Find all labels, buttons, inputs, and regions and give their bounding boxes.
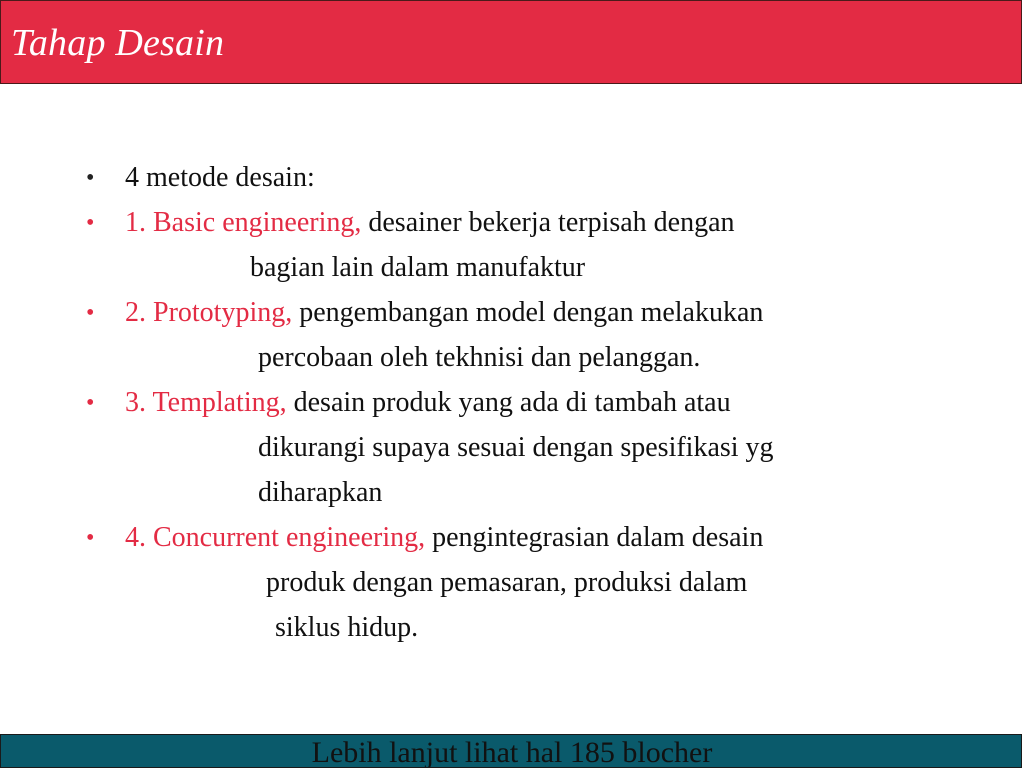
title-bar	[0, 0, 1022, 84]
method-item	[125, 387, 731, 419]
method-item	[125, 522, 763, 554]
bullet-icon: •	[86, 390, 95, 416]
method-description: pengintegrasian dalam desain	[432, 522, 764, 553]
method-description-continued: siklus hidup.	[275, 612, 419, 643]
method-description-continued: produk dengan pemasaran, produksi dalam	[266, 567, 748, 598]
footer-note: Lebih lanjut lihat hal 185 blocher	[311, 736, 713, 768]
method-item	[125, 297, 763, 329]
bullet-icon: •	[86, 300, 95, 326]
footer-bar	[0, 734, 1022, 768]
method-description: pengembangan model dengan melakukan	[299, 297, 764, 328]
intro-text: 4 metode desain:	[125, 162, 315, 193]
method-description: desain produk yang ada di tambah atau	[293, 387, 731, 418]
method-name: 2. Prototyping,	[125, 297, 293, 328]
method-description: desainer bekerja terpisah dengan	[368, 207, 735, 238]
method-description-continued: bagian lain dalam manufaktur	[250, 252, 586, 283]
method-name: 3. Templating,	[125, 387, 287, 418]
bullet-icon: •	[86, 525, 95, 551]
method-item	[125, 207, 735, 239]
method-name: 1. Basic engineering,	[125, 207, 362, 238]
slide-title: Tahap Desain	[11, 22, 225, 64]
method-description-continued: percobaan oleh tekhnisi dan pelanggan.	[258, 342, 701, 373]
bullet-icon: •	[86, 165, 95, 191]
method-name: 4. Concurrent engineering,	[125, 522, 426, 553]
bullet-icon: •	[86, 210, 95, 236]
method-description-continued: diharapkan	[258, 477, 383, 508]
method-description-continued: dikurangi supaya sesuai dengan spesifikasi yg	[258, 432, 774, 463]
